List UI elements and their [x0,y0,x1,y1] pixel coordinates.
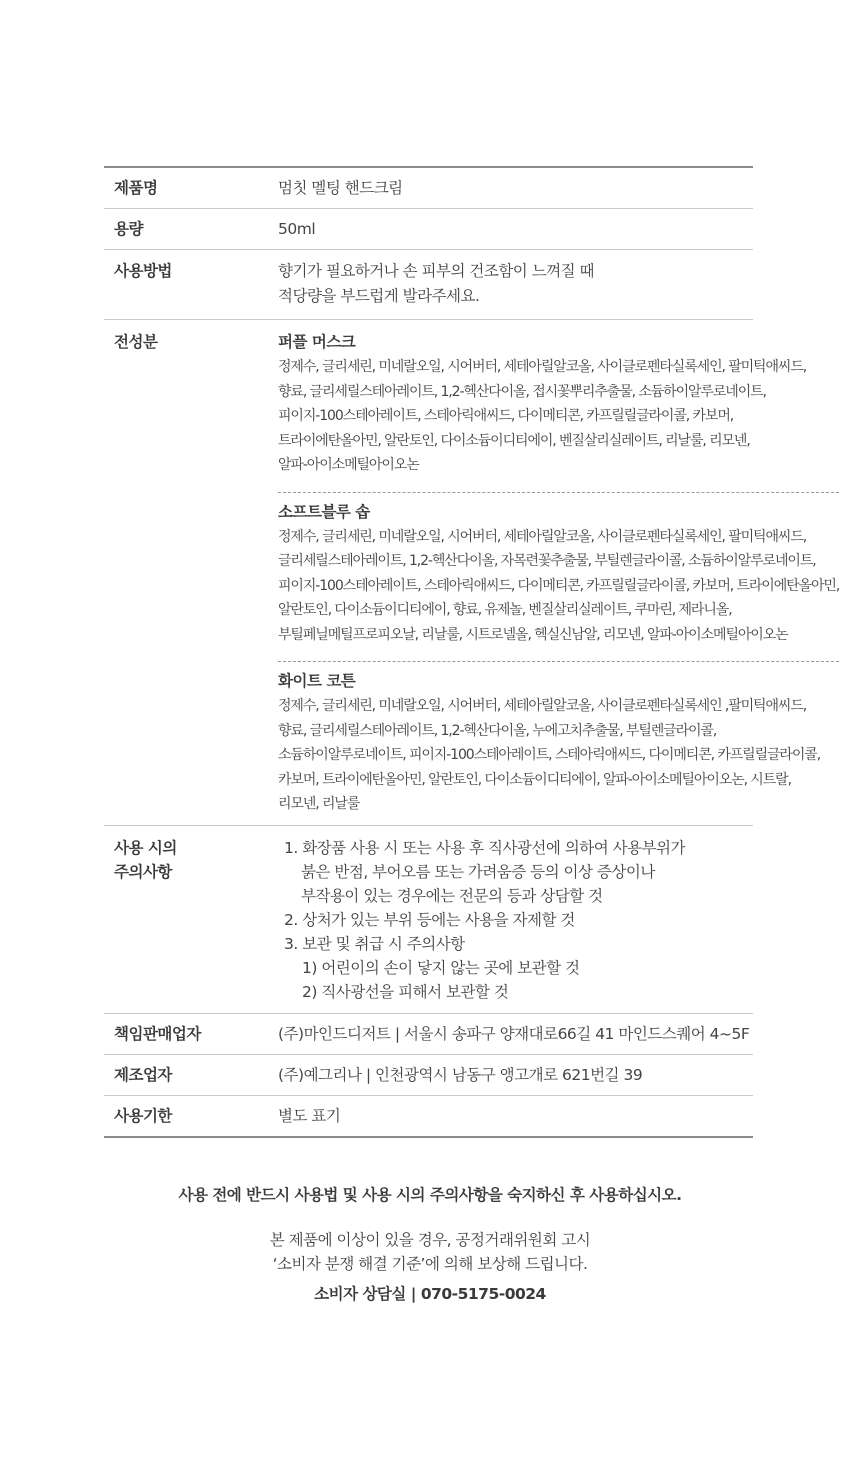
usage-value [278,259,753,309]
expiry-label: 사용기한 [114,1106,172,1125]
caution-label-line: 주의사항 [114,862,172,881]
row-expiry [104,1096,753,1136]
caution-label [104,836,278,1004]
ingredient-line: 알파-아이소메틸아이오논 [278,457,419,473]
product-name-label: 제품명 [114,179,158,197]
ingredient-line: 리모넨, 리날룰 [278,796,360,812]
ingredients-value [278,331,839,817]
usage-label: 사용방법 [114,262,172,280]
product-info-table [104,166,840,1138]
usage-line: 적당량을 부드럽게 발라주세요. [278,287,480,305]
ingredient-line: 향료, 글리세릴스테아레이트, 1,2-헥산다이올, 접시꽃뿌리추출물, 소듐하이알루로네이트, [278,383,766,400]
ingredient-line: 카보머, 트라이에탄올아민, 알란토인, 다이소듐이디티에이, 알파-아이소메틸아이오논, 시트랄, [278,771,791,788]
ingredient-line: 피이지-100스테아레이트, 스테아릭애씨드, 다이메티콘, 카프릴릴글라이콜, 카보머, [278,408,734,424]
scent-purple-musk [278,331,839,492]
ingredient-line: 향료, 글리세릴스테아레이트, 1,2-헥산다이올, 누에고치추출물, 부틸렌글라이콜, [278,722,717,739]
caution-value [278,836,753,1004]
caution-line: 3. 보관 및 취급 시 주의사항 [284,934,465,953]
seller-value: (주)마인드디저트 | 서울시 송파구 양재대로66길 41 마인드스퀘어 4~5F [278,1024,750,1043]
row-volume [104,209,753,250]
ingredient-line: 정제수, 글리세린, 미네랄오일, 시어버터, 세테아릴알코올, 사이클로펜타실록세인, 팔미틱애씨드, [278,359,807,375]
ingredient-line: 알란토인, 다이소듐이디티에이, 향료, 유제놀, 벤질살리실레이트, 쿠마린, 제라니올, [278,602,732,618]
seller-label: 책임판매업자 [114,1024,201,1043]
ingredient-line: 소듐하이알루로네이트, 피이지-100스테아레이트, 스테아릭애씨드, 다이메티콘, 카프릴릴글라이콜, [278,747,821,763]
caution-line: 1. 화장품 사용 시 또는 사용 후 직사광선에 의하여 사용부위가 [284,838,685,857]
expiry-value: 별도 표기 [278,1106,341,1125]
caution-line: 2) 직사광선을 피해서 보관할 것 [302,982,509,1001]
ingredients-label: 전성분 [114,333,158,351]
usage-warning: 사용 전에 반드시 사용법 및 사용 시의 주의사항을 숙지하신 후 사용하십시오. [178,1186,682,1204]
row-product-name [104,168,753,209]
customer-service-contact: 소비자 상담실 | 070-5175-0024 [314,1285,546,1303]
volume-value: 50ml [278,220,316,238]
scent-white-cotton [278,661,839,817]
ingredient-line: 글리세릴스테아레이트, 1,2-헥산다이올, 자목련꽃추출물, 부틸렌글라이콜, 소듐하이알루로네이트, [278,553,816,569]
ingredient-line: 피이지-100스테아레이트, 스테아릭애씨드, 다이메티콘, 카프릴릴글라이콜, 카보머, 트라이에탄올아민, [278,577,840,594]
caution-line: 붉은 반점, 부어오름 또는 가려움증 등의 이상 증상이나 [301,862,655,881]
usage-line: 향기가 필요하거나 손 피부의 건조함이 느껴질 때 [278,262,595,280]
manufacturer-label: 제조업자 [114,1065,172,1084]
scent-name: 화이트 코튼 [278,672,356,690]
row-seller [104,1014,753,1055]
scent-soft-blue-soap [278,492,839,662]
caution-line: 2. 상처가 있는 부위 등에는 사용을 자제할 것 [284,910,575,929]
ingredient-line: 정제수, 글리세린, 미네랄오일, 시어버터, 세테아릴알코올, 사이클로펜타실록세인, 팔미틱애씨드, [278,528,807,545]
ingredient-line: 트라이에탄올아민, 알란토인, 다이소듐이디티에이, 벤질살리실레이트, 리날룰, 리모넨, [278,432,750,449]
scent-name: 퍼플 머스크 [278,333,356,351]
compensation-line: ‘소비자 분쟁 해결 기준’에 의해 보상해 드립니다. [272,1255,588,1273]
manufacturer-value: (주)예그리나 | 인천광역시 남동구 앵고개로 621번길 39 [278,1065,643,1084]
caution-line: 1) 어린이의 손이 닿지 않는 곳에 보관할 것 [302,958,580,977]
scent-name: 소프트블루 솝 [278,502,370,521]
row-usage [104,250,753,320]
product-name-value: 멈칫 멜팅 핸드크림 [278,179,403,197]
row-caution [104,826,753,1014]
caution-line: 부작용이 있는 경우에는 전문의 등과 상담할 것 [301,886,603,905]
row-manufacturer [104,1055,753,1096]
ingredient-line: 정제수, 글리세린, 미네랄오일, 시어버터, 세테아릴알코올, 사이클로펜타실록세인 ,팔미틱애씨드, [278,698,807,714]
ingredient-line: 부틸페닐메틸프로피오날, 리날룰, 시트로넬올, 헥실신남알, 리모넨, 알파-아이소메틸아이오논 [278,626,788,643]
volume-label: 용량 [114,220,143,238]
row-ingredients [104,320,840,826]
compensation-line: 본 제품에 이상이 있을 경우, 공정거래위원회 고시 [269,1231,591,1249]
caution-label-line: 사용 시의 [114,838,177,857]
